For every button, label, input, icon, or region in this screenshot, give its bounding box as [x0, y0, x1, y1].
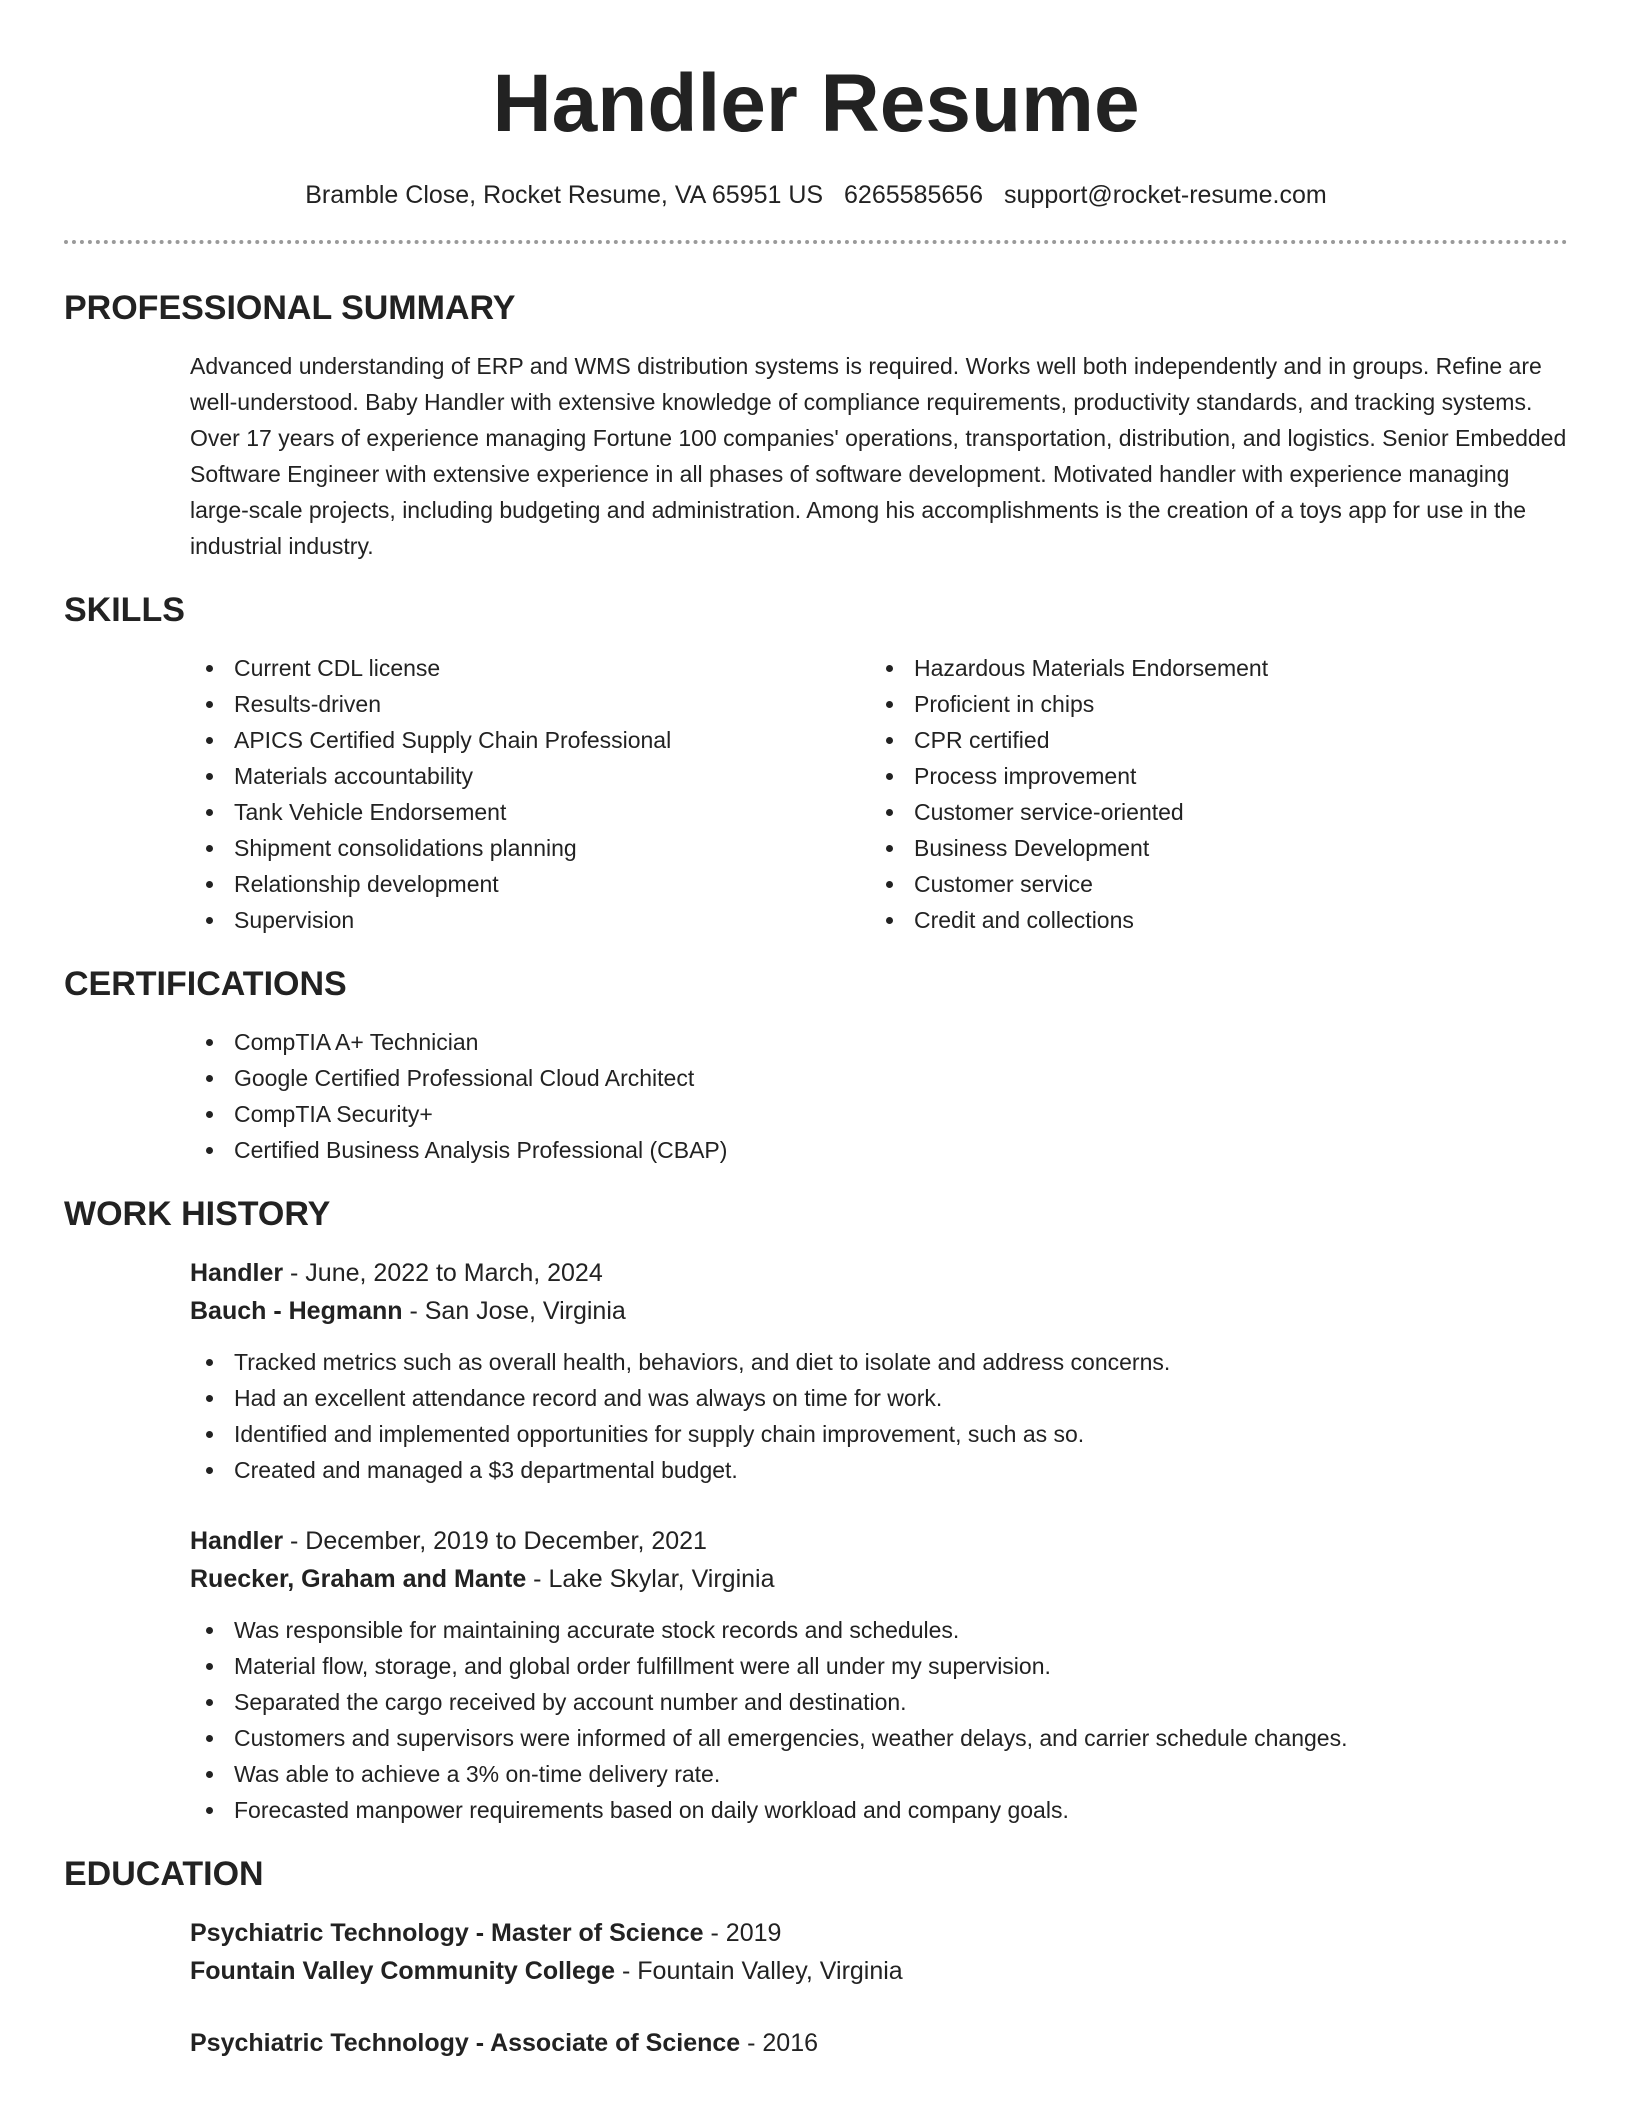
- skills-section: [190, 650, 1568, 938]
- list-item: Relationship development: [190, 866, 870, 902]
- education-heading: EDUCATION: [64, 1855, 264, 1893]
- list-item: Google Certified Professional Cloud Architect: [190, 1060, 1568, 1096]
- education-location: - Fountain Valley, Virginia: [615, 1957, 903, 1985]
- education-section: [190, 1914, 1568, 2062]
- list-item: Supervision: [190, 902, 870, 938]
- list-item: Identified and implemented opportunities for supply chain improvement, such as so.: [190, 1416, 1568, 1452]
- resume-page: [64, 0, 1568, 2062]
- job-company: Ruecker, Graham and Mante: [190, 1565, 527, 1593]
- contact-line: [64, 180, 1568, 210]
- list-item: Hazardous Materials Endorsement: [870, 650, 1550, 686]
- list-item: Forecasted manpower requirements based on daily workload and company goals.: [190, 1792, 1568, 1828]
- certifications-heading: CERTIFICATIONS: [64, 965, 347, 1003]
- education-entry: [190, 2024, 1568, 2062]
- list-item: Business Development: [870, 830, 1550, 866]
- certifications-section: [190, 1024, 1568, 1168]
- education-entry: [190, 1914, 1568, 1990]
- list-item: Customer service-oriented: [870, 794, 1550, 830]
- work-history-section: [190, 1254, 1568, 1828]
- list-item: APICS Certified Supply Chain Professional: [190, 722, 870, 758]
- contact-email: support@rocket-resume.com: [1004, 181, 1327, 209]
- list-item: Had an excellent attendance record and was always on time for work.: [190, 1380, 1568, 1416]
- education-school: Fountain Valley Community College: [190, 1957, 616, 1985]
- list-item: CPR certified: [870, 722, 1550, 758]
- education-year: - 2016: [740, 2029, 819, 2057]
- education-degree-line: [190, 2024, 1568, 2062]
- list-item: Material flow, storage, and global order fulfillment were all under my supervision.: [190, 1648, 1568, 1684]
- list-item: Was responsible for maintaining accurate stock records and schedules.: [190, 1612, 1568, 1648]
- skills-list-left: [190, 650, 870, 938]
- summary-section: [190, 348, 1568, 564]
- list-item: Created and managed a $3 departmental budget.: [190, 1452, 1568, 1488]
- job-entry: [190, 1522, 1568, 1828]
- list-item: Process improvement: [870, 758, 1550, 794]
- list-item: Separated the cargo received by account number and destination.: [190, 1684, 1568, 1720]
- skills-heading: SKILLS: [64, 591, 185, 629]
- list-item: Current CDL license: [190, 650, 870, 686]
- list-item: CompTIA Security+: [190, 1096, 1568, 1132]
- list-item: CompTIA A+ Technician: [190, 1024, 1568, 1060]
- list-item: Results-driven: [190, 686, 870, 722]
- contact-phone: 6265585656: [844, 181, 984, 209]
- job-location: - Lake Skylar, Virginia: [526, 1565, 775, 1593]
- list-item: Certified Business Analysis Professional (CBAP): [190, 1132, 1568, 1168]
- job-role: Handler: [190, 1259, 284, 1287]
- job-dates: - June, 2022 to March, 2024: [283, 1259, 603, 1287]
- job-title-line: [190, 1522, 1568, 1560]
- education-degree: Psychiatric Technology - Associate of Science: [190, 2029, 741, 2057]
- job-dates: - December, 2019 to December, 2021: [283, 1527, 707, 1555]
- education-degree-line: [190, 1914, 1568, 1952]
- skills-list-right: [870, 650, 1550, 938]
- job-role: Handler: [190, 1527, 284, 1555]
- education-degree: Psychiatric Technology - Master of Science: [190, 1919, 704, 1947]
- header-divider: [64, 240, 1568, 244]
- resume-name: Handler Resume: [492, 58, 1140, 149]
- job-company-line: [190, 1292, 1568, 1330]
- summary-text: Advanced understanding of ERP and WMS distribution systems is required. Works well both independently and in groups. Refine are well-understood. Baby Handler with extensive knowledge of compliance requirements, productivity standards, and tracking systems. Over 17 years of experience managing Fortune 100 companies' operations, transportation, distribution, and logistics. Senior Embedded Software Engineer with extensive experience in all phases of software development. Motivated handler with experience managing large-scale projects, including budgeting and administration. Among his accomplishments is the creation of a toys app for use in the industrial industry.: [190, 353, 1567, 559]
- job-company: Bauch - Hegmann: [190, 1297, 403, 1325]
- job-company-line: [190, 1560, 1568, 1598]
- education-school-line: [190, 1952, 1568, 1990]
- list-item: Credit and collections: [870, 902, 1550, 938]
- list-item: Proficient in chips: [870, 686, 1550, 722]
- job-title-line: [190, 1254, 1568, 1292]
- list-item: Tracked metrics such as overall health, behaviors, and diet to isolate and address concerns.: [190, 1344, 1568, 1380]
- job-entry: [190, 1254, 1568, 1488]
- summary-heading: PROFESSIONAL SUMMARY: [64, 289, 516, 327]
- job-location: - San Jose, Virginia: [402, 1297, 626, 1325]
- education-year: - 2019: [703, 1919, 782, 1947]
- contact-address: Bramble Close, Rocket Resume, VA 65951 US: [305, 181, 824, 209]
- job-duties: [190, 1612, 1568, 1828]
- list-item: Was able to achieve a 3% on-time delivery rate.: [190, 1756, 1568, 1792]
- job-duties: [190, 1344, 1568, 1488]
- list-item: Tank Vehicle Endorsement: [190, 794, 870, 830]
- list-item: Shipment consolidations planning: [190, 830, 870, 866]
- list-item: Customer service: [870, 866, 1550, 902]
- list-item: Customers and supervisors were informed of all emergencies, weather delays, and carrier schedule changes.: [190, 1720, 1568, 1756]
- work-history-heading: WORK HISTORY: [64, 1195, 331, 1233]
- list-item: Materials accountability: [190, 758, 870, 794]
- certifications-list: [190, 1024, 1568, 1168]
